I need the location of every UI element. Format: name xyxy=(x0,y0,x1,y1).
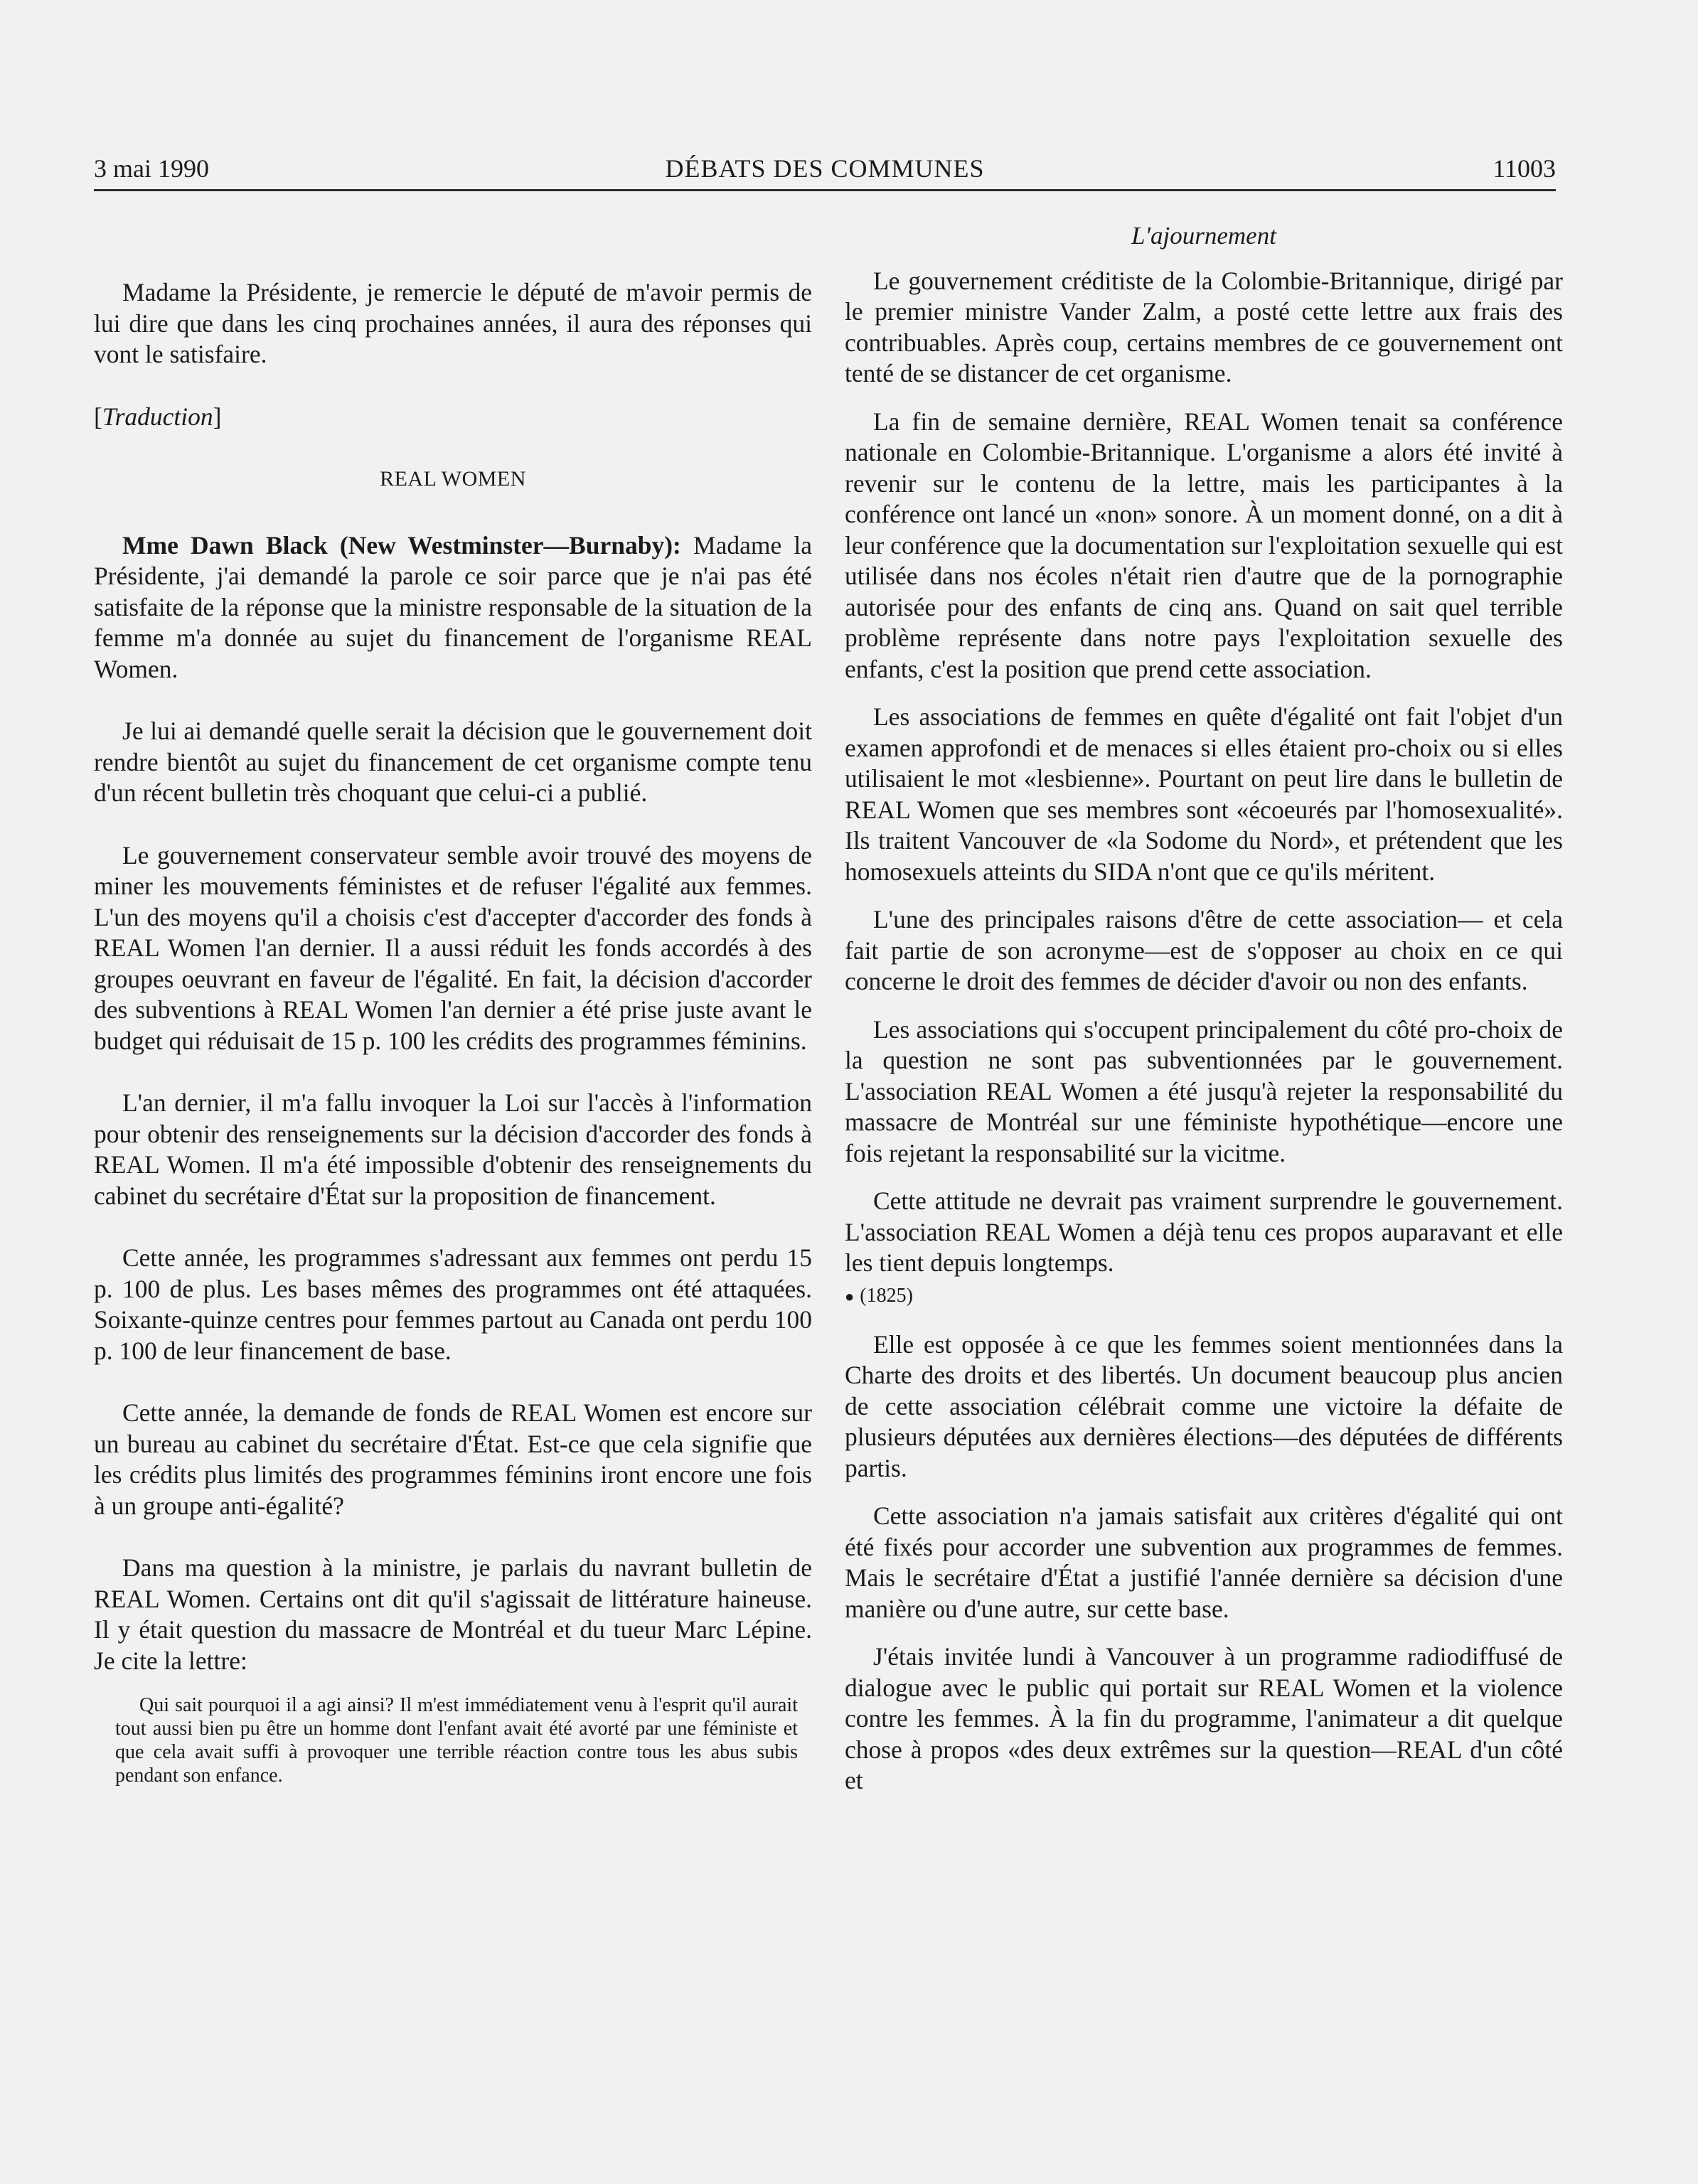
speaker-paragraph xyxy=(94,530,812,685)
paragraph: Cette année, les programmes s'adressant aux femmes ont perdu 15 p. 100 de plus. Les bases mêmes des programmes ont été attaquées. Soixante-quinze centres pour femmes partout au Canada ont perdu 100 p. 100 de leur financement de base. xyxy=(94,1243,812,1365)
timestamp-text: (1825) xyxy=(860,1284,913,1307)
timestamp xyxy=(845,1280,1563,1312)
paragraph: Les associations qui s'occupent principalement du côté pro-choix de la question ne sont pas subventionnées par le gouvernement. L'association REAL Women a été jusqu'à rejeter la responsabilité du massacre de Montréal sur une féministe hypothétique—encore une fois rejetant la responsabilité sur la vicitme. xyxy=(845,1015,1563,1167)
paragraph: Elle est opposée à ce que les femmes soient mentionnées dans la Charte des droits et des libertés. Un document beaucoup plus ancien de cette association célébrait comme une victoire la défaite de plusieurs députées aux dernières élections—des députées de différents partis. xyxy=(845,1329,1563,1482)
paragraph: Cette attitude ne devrait pas vraiment surprendre le gouvernement. L'association REAL Women a déjà tenu ces propos auparavant et elle les tient depuis longtemps. xyxy=(845,1187,1563,1277)
block-quote: Qui sait pourquoi il a agi ainsi? Il m'est immédiatement venu à l'esprit qu'il aurait tout aussi bien pu être un homme dont l'enfant avait été avorté par une féministe et que cela avait suffi à provoquer une terrible réaction contre tous les abus subis pendant son enfance. xyxy=(115,1694,798,1787)
left-column xyxy=(94,213,812,1787)
page-header xyxy=(94,148,1556,189)
paragraph: Je lui ai demandé quelle serait la décision que le gouvernement doit rendre bientôt au sujet du financement de cet organisme compte tenu d'un récent bulletin très choquant que celui-ci a publié. xyxy=(94,717,812,807)
paragraph: Cette année, la demande de fonds de REAL Women est encore sur un bureau au cabinet du secrétaire d'État. Est-ce que cela signifie que les crédits plus limités des programmes féminins iront encore une fois à un groupe anti-égalité? xyxy=(94,1398,812,1520)
paragraph: Les associations de femmes en quête d'égalité ont fait l'objet d'un examen approfondi et de menaces si elles étaient pro-choix ou si elles utilisaient le mot «lesbienne». Pourtant on peut lire dans le bulletin de REAL Women que ses membres sont «écoeurés par l'homosexualité». Ils traitent Vancouver de «la Sodome du Nord», et prétendent que les homosexuels atteints du SIDA n'ont que ce qu'ils méritent. xyxy=(845,702,1563,886)
header-page-number: 11003 xyxy=(1493,154,1556,183)
section-heading: REAL WOMEN xyxy=(380,467,526,491)
paragraph: Dans ma question à la ministre, je parlais du navrant bulletin de REAL Women. Certains ont dit qu'il s'agissait de littérature haineuse. Il y était question du massacre de Montréal et du tueur Marc Lépine. Je cite la lettre: xyxy=(94,1553,812,1675)
right-column xyxy=(845,213,1563,1814)
section-title: L'ajournement xyxy=(1131,222,1276,250)
paragraph: J'étais invitée lundi à Vancouver à un programme radiodiffusé de dialogue avec le public qui portait sur REAL Women et la violence contre les femmes. À la fin du programme, l'animateur a dit quelque chose à propos «des deux extrêmes sur la question—REAL d'un côté et xyxy=(845,1642,1563,1795)
bullet-icon: ● xyxy=(845,1288,855,1306)
paragraph: L'an dernier, il m'a fallu invoquer la Loi sur l'accès à l'information pour obtenir des renseignements sur la décision d'accorder des fonds à REAL Women. Il m'a été impossible d'obtenir des renseignements du cabinet du secrétaire d'État sur la proposition de financement. xyxy=(94,1088,812,1210)
traduction-word: Traduction xyxy=(102,402,213,431)
header-date: 3 mai 1990 xyxy=(94,154,209,183)
paragraph: Le gouvernement conservateur semble avoir trouvé des moyens de miner les mouvements féministes et de refuser l'égalité aux femmes. L'un des moyens qu'il a choisis c'est d'accepter d'accorder des fonds à REAL Women l'an dernier. Il a aussi réduit les fonds accordés à des groupes oeuvrant en faveur de l'égalité. En fait, la décision d'accorder des subventions à REAL Women l'an dernier a été prise juste avant le budget qui réduisait de 15 p. 100 les crédits des programmes féminins. xyxy=(94,840,812,1055)
header-rule xyxy=(94,189,1556,191)
speaker-name: Mme Dawn Black (New Westminster—Burnaby): xyxy=(122,530,681,560)
speaker-text: Madame la Présidente, j'ai demandé la parole ce soir parce que je n'ai pas été satisfaite de la réponse que la ministre responsable de la situation de la femme m'a donnée au sujet du financement de l'organisme REAL Women. xyxy=(94,530,812,683)
paragraph: L'une des principales raisons d'être de cette association— et cela fait partie de son acronyme—est de s'opposer au choix en ce qui concerne le droit des femmes de décider d'avoir ou non des enfants. xyxy=(845,905,1563,995)
traduction-marker: [Traduction] xyxy=(94,402,222,431)
paragraph: Cette association n'a jamais satisfait aux critères d'égalité qui ont été fixés pour accorder une subvention aux programmes de femmes. Mais le secrétaire d'État a justifié l'année dernière sa décision d'une manière ou d'une autre, sur cette base. xyxy=(845,1502,1563,1623)
intro-paragraph: Madame la Présidente, je remercie le député de m'avoir permis de lui dire que dans les cinq prochaines années, il aura des réponses qui vont le satisfaire. xyxy=(94,278,812,368)
paragraph: Le gouvernement créditiste de la Colombie-Britannique, dirigé par le premier ministre Vander Zalm, a posté cette lettre aux frais des contribuables. Après coup, certains membres de ce gouvernement ont tenté de se distancer de cet organisme. xyxy=(845,266,1563,387)
header-title: DÉBATS DES COMMUNES xyxy=(665,154,985,183)
paragraph: La fin de semaine dernière, REAL Women tenait sa conférence nationale en Colombie-Britannique. L'organisme a alors été invité à revenir sur le contenu de la lettre, mais les participantes à la conférence ont lancé un «non» sonore. À un moment donné, on a dit à leur conférence que la documentation sur l'exploitation sexuelle qui est utilisée dans nos écoles n'était rien d'autre que de la pornographie autorisée pour des enfants de cinq ans. Quand on sait quel terrible problème représente dans notre pays l'exploitation sexuelle des enfants, c'est la position que prend cette association. xyxy=(845,407,1563,683)
column-spacer xyxy=(94,213,812,277)
